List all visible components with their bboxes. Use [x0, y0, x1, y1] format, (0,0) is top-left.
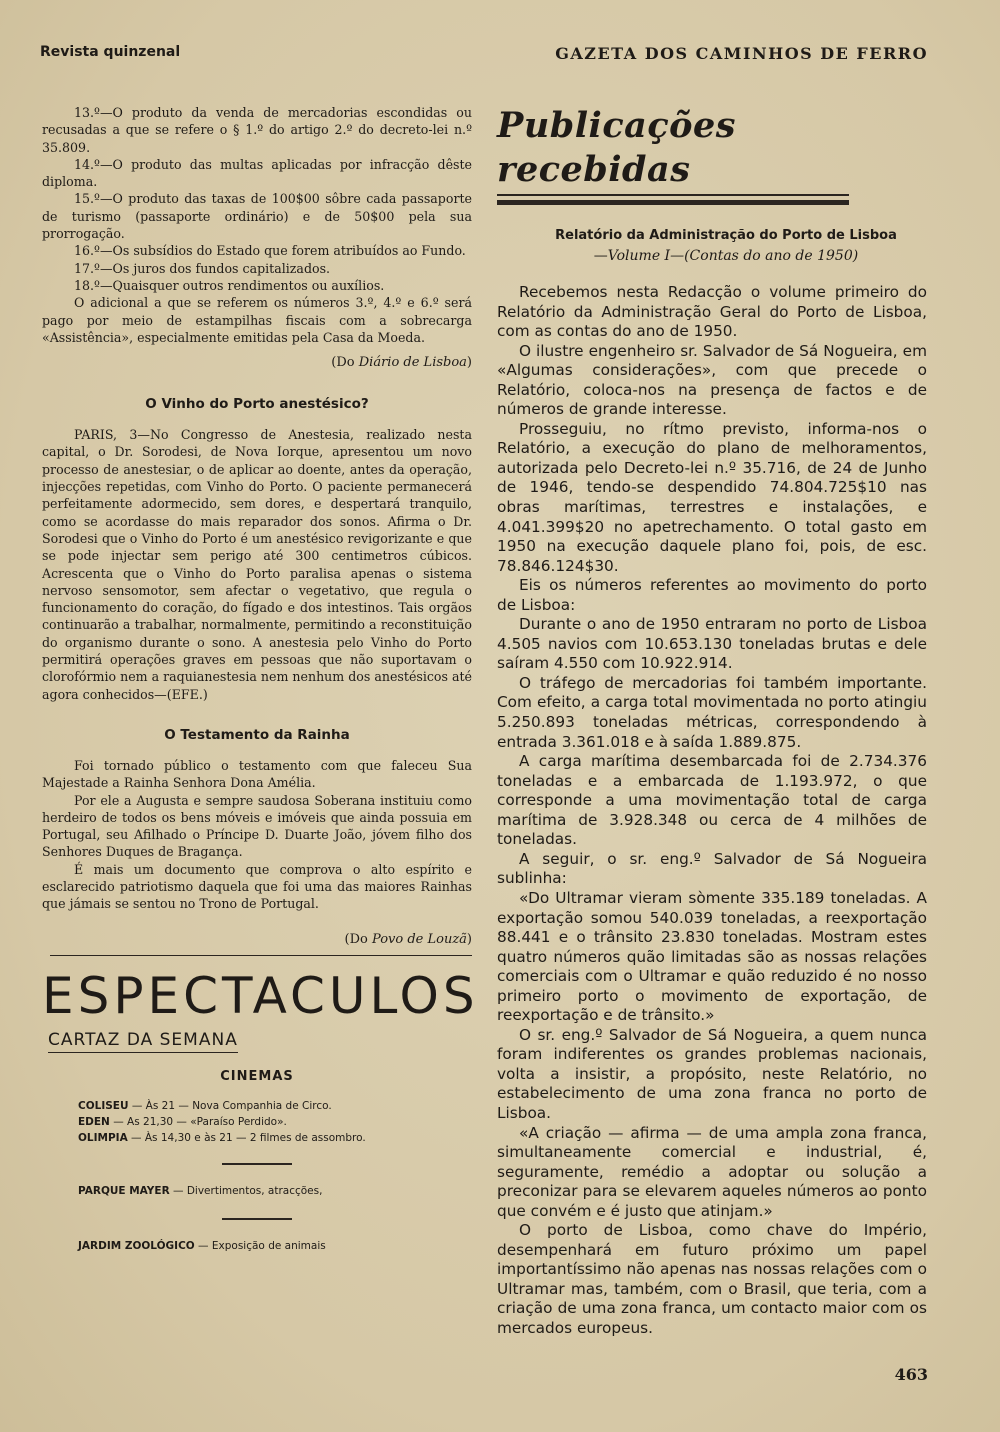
cinemas-heading: CINEMAS [220, 1068, 294, 1084]
list-item: 16.º—Os subsídios do Estado que forem atribuídos ao Fundo. [74, 243, 466, 259]
article-title-testamento: O Testamento da Rainha [164, 726, 350, 743]
jardim-zoologico-listing: JARDIM ZOOLÓGICO — Exposição de animais [78, 1239, 326, 1252]
article-body-vinho: PARIS, 3—No Congresso de Anestesia, realizado nesta capital, o Dr. Sorodesi, de Nova Iorque, apresentou um novo processo de anestesiar, o de aplicar ao doente, antes da operação, injecções repetidas, com Vinho do Porto. O paciente permanecerá perfeitamente adormecido, sem dores, e despertará tranquilo, como se acordasse do mais reparador dos sonos. Afirma o Dr. Sorodesi que o Vinho do Porto é um anestésico revigorizante e que se pode injectar sem perigo até 300 centimetros cúbicos. Acrescenta que o Vinho do Porto paralisa apenas o sistema nervoso sensomotor, sem afectar o vegetativo, que regula o funcionamento do coração, do fígado e dos intestinos. Tais orgãos continuarão a trabalhar, normalmente, permitindo a reconstituição do organismo durante o sono. A anestesia pelo Vinho do Porto permitirá operações graves em pessoas que não suportavam o clorofórmio nem a raquianestesia nem nenhum dos anestésicos até agora conhecidos—(EFE.) [42, 427, 473, 702]
review-paragraph: «Do Ultramar vieram sòmente 335.189 toneladas. A exportação somou 540.039 toneladas, a reexportação 88.441 e o trânsito 23.830 toneladas. Mostram estes quatro números quão limitadas são as nossas relações comerciais com o Ultramar e quão reduzido é no nosso primeiro porto o movimento de exportação, de reexportação e de trânsito.» [497, 888, 927, 1025]
subtitle-bold: Relatório da Administração do Porto de Lisboa [555, 228, 897, 243]
citation-diario-de-lisboa: (Do Diário de Lisboa) [331, 355, 472, 371]
right-column [497, 104, 927, 1339]
list-item: 15.º—O produto das taxas de 100$00 sôbre cada passaporte de turismo (passaporte ordinário) e de 50$00 pela sua prorrogação. [42, 191, 472, 242]
short-divider [222, 1163, 292, 1165]
page-number: 463 [894, 1365, 928, 1384]
running-header-left: Revista quinzenal [40, 44, 181, 60]
review-paragraph: O tráfego de mercadorias foi também importante. Com efeito, a carga total movimentada no porto atingiu 5.250.893 toneladas métricas, correspondendo à entrada 3.361.018 e à saída 1.889.875. [497, 673, 927, 751]
review-paragraph: O porto de Lisboa, como chave do Império, desempenhará em futuro próximo um papel importantíssimo não apenas nas nossas relações com o Ultramar mas, também, com o Brasil, que teria, com a criação de uma zona franca, um contacto maior com os mercados europeus. [497, 1221, 927, 1337]
cinema-listing: EDEN — As 21,30 — «Paraíso Perdido». [78, 1115, 287, 1128]
citation-povo-de-louza: (Do Povo de Louzã) [344, 931, 472, 947]
article-paragraph: Foi tornado público o testamento com que faleceu Sua Majestade a Rainha Senhora Dona Amélia. [42, 757, 472, 791]
espectaculos-title: ESPECTACULOS [42, 966, 479, 1025]
title-rule [497, 194, 849, 196]
review-paragraph: A seguir, o sr. eng.º Salvador de Sá Nogueira sublinha: [497, 849, 927, 888]
list-item: O adicional a que se referem os números 3.º, 4.º e 6.º será pago por meio de estampilhas fiscais com a sobrecarga «Assistência», especialmente emitidas pela Casa da Moeda. [42, 295, 472, 345]
title-rule-thick [497, 200, 849, 205]
review-paragraph: A carga marítima desembarcada foi de 2.734.376 toneladas e a embarcada de 1.193.972, o que corresponde a uma movimentação total de carga marítima de 3.928.348 ou cerca de 4 milhões de toneladas. [497, 752, 927, 849]
list-item: 18.º—Quaisquer outros rendimentos ou auxílios. [74, 277, 385, 293]
left-column [42, 104, 479, 1254]
review-paragraph: Recebemos nesta Redacção o volume primeiro do Relatório da Administração Geral do Porto de Lisboa, com as contas do ano de 1950. [497, 283, 927, 341]
list-item: 14.º—O produto das multas aplicadas por infracção dêste diploma. [42, 156, 472, 190]
review-subtitle [497, 225, 927, 267]
review-paragraph: Prosseguiu, no rítmo previsto, informa-nos o Relatório, a execução do plano de melhoramentos, autorizada pelo Decreto-lei n.º 35.716, de 24 de Junho de 1946, tendo-se despendido 74.804.725$10 nas obras marítimas, terrestres e instalações, e 4.041.399$20 no apetrechamento. O total gasto em 1950 na execução daquele plano foi, pois, de esc. 78.846.124$30. [497, 419, 927, 575]
subtitle-italic-line: —Volume I—(Contas do ano de 1950) [593, 248, 859, 264]
review-paragraph: Durante o ano de 1950 entraram no porto de Lisboa 4.505 navios com 10.653.130 toneladas brutas e dele saíram 4.550 com 10.922.914. [497, 615, 927, 673]
section-divider [50, 955, 472, 956]
short-divider [222, 1218, 292, 1220]
review-paragraph: «A criação — afirma — de uma ampla zona franca, simultaneamente comercial e industrial, é, seguramente, remédio a adoptar ou solução a preconizar para se elevarem aqueles números ao ponto que convém e é justo que atinjam.» [497, 1123, 927, 1220]
citation-source: Diário de Lisboa [358, 355, 467, 371]
list-item: 17.º—Os juros dos fundos capitalizados. [74, 260, 331, 276]
publicacoes-title: Publicações recebidas [497, 105, 736, 190]
review-paragraph: Eis os números referentes ao movimento do porto de Lisboa: [497, 576, 927, 614]
running-header-right: GAZETA DOS CAMINHOS DE FERRO [555, 44, 928, 63]
article-title-vinho: O Vinho do Porto anestésico? [145, 396, 369, 413]
citation-source: Povo de Louzã [371, 931, 467, 947]
cinema-listing: OLIMPIA — Às 14,30 e às 21 — 2 filmes de assombro. [78, 1131, 366, 1144]
cinema-listing: COLISEU — Às 21 — Nova Companhia de Circo. [78, 1099, 332, 1112]
parque-mayer-listing: PARQUE MAYER — Divertimentos, atracções, [78, 1184, 323, 1197]
article-paragraph: É mais um documento que comprova o alto espírito e esclarecido patriotismo daquela que foi uma das maiores Rainhas que jámais se sentou no Trono de Portugal. [42, 861, 472, 912]
review-paragraph: O sr. eng.º Salvador de Sá Nogueira, a quem nunca foram indiferentes os grandes problemas nacionais, volta a insistir, a propósito, neste Relatório, no estabelecimento de uma zona franca no porto de Lisboa. [497, 1025, 927, 1122]
list-item: 13.º—O produto da venda de mercadorias escondidas ou recusadas a que se refere o § 1.º do artigo 2.º do decreto-lei n.º 35.809. [42, 105, 472, 155]
article-paragraph: Por ele a Augusta e sempre saudosa Soberana instituiu como herdeiro de todos os bens móveis e imóveis que ainda possuia em Portugal, seu Afilhado o Príncipe D. Duarte João, jóvem filho dos Senhores Duques de Bragança. [42, 792, 472, 860]
review-paragraph: O ilustre engenheiro sr. Salvador de Sá Nogueira, em «Algumas considerações», com que precede o Relatório, coloca-nos na presença de factos e de números de grande interesse. [497, 341, 927, 419]
cartaz-subtitle: CARTAZ DA SEMANA [48, 1030, 238, 1053]
